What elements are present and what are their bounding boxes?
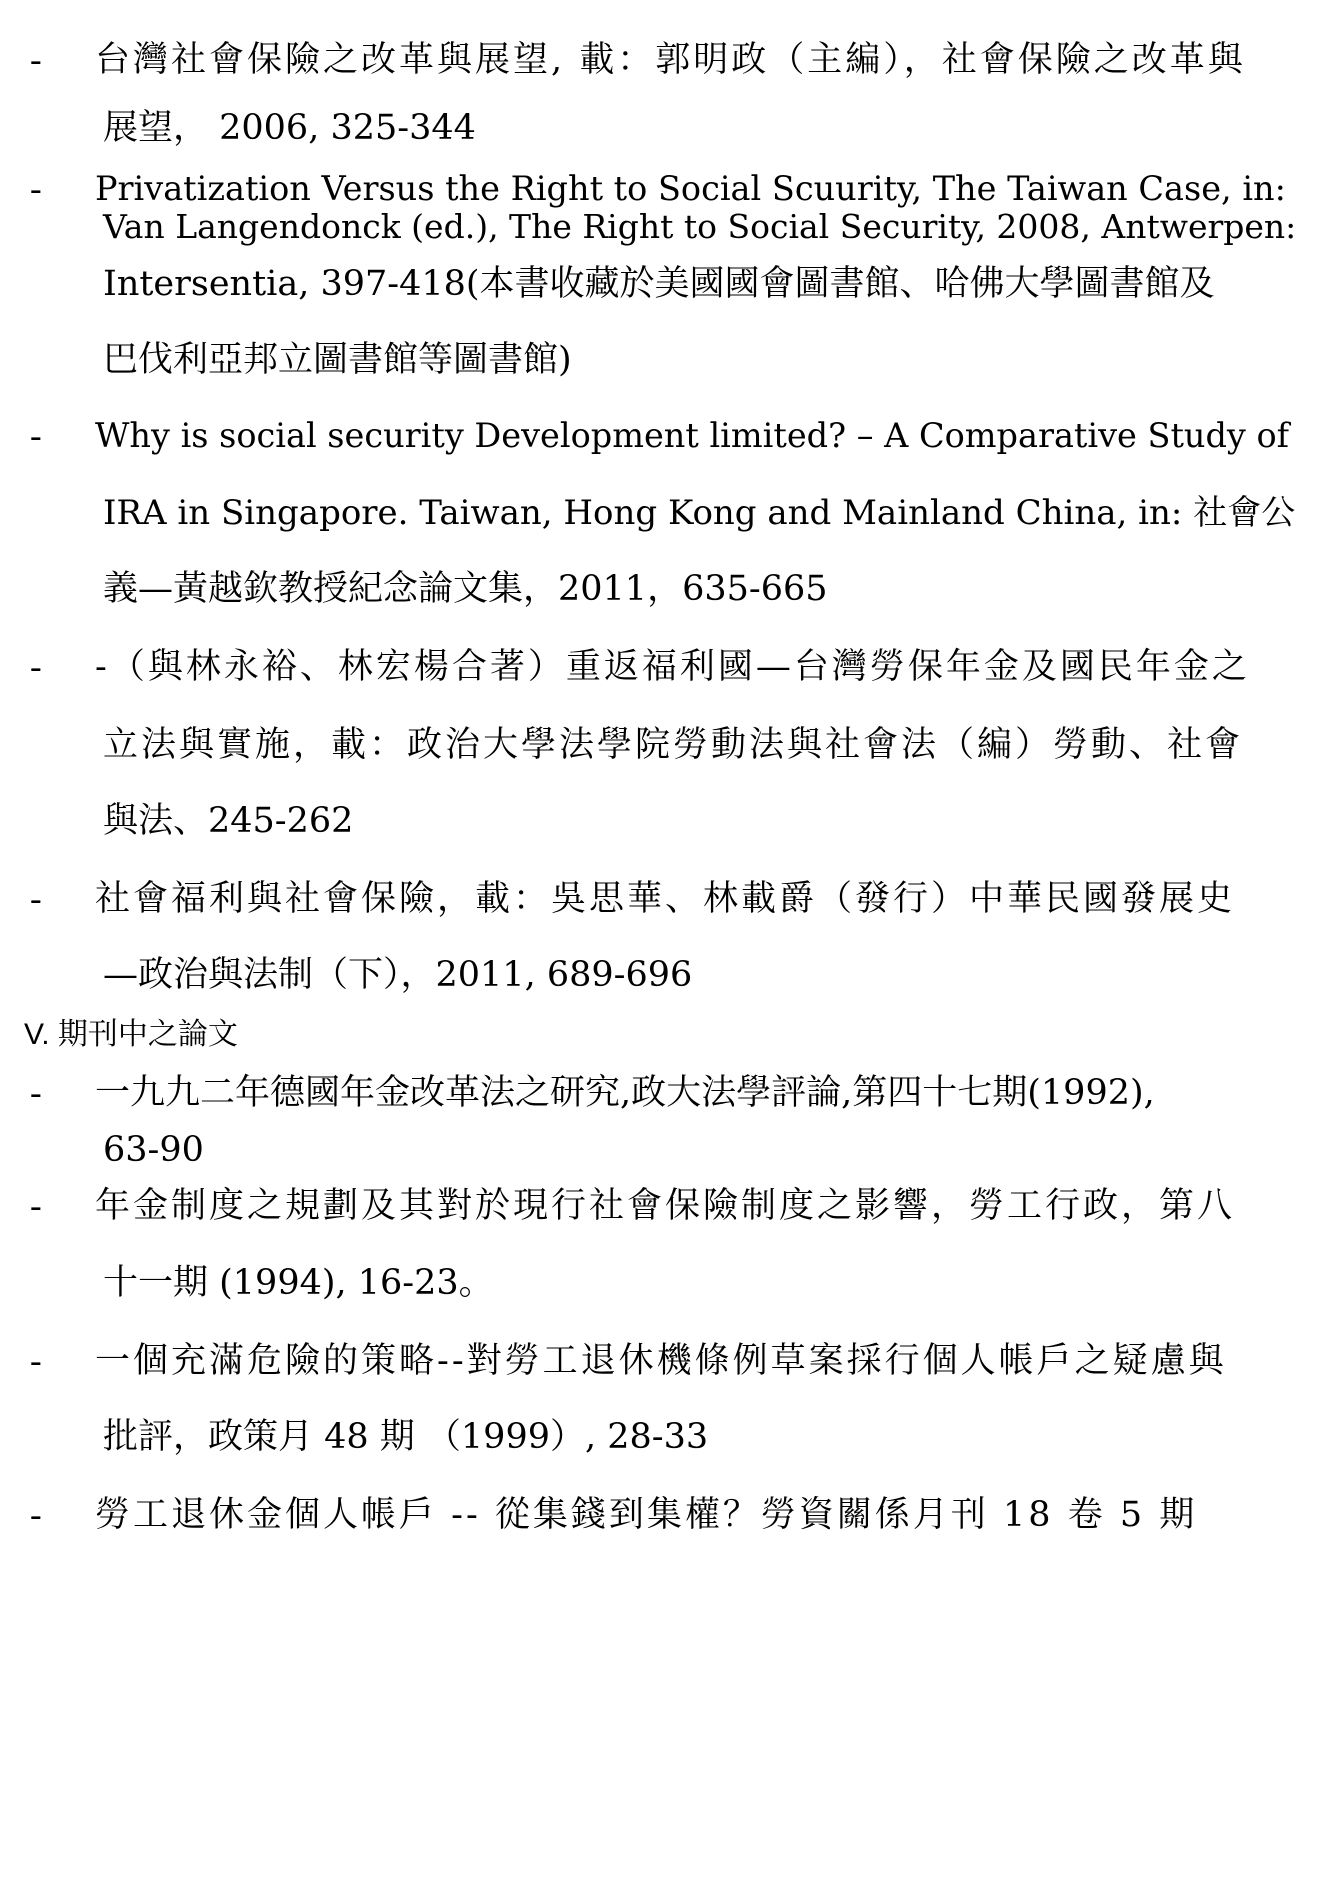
citation-line: IRA in Singapore. Taiwan, Hong Kong and Mainland China, in: 社會公 [103,493,1296,533]
citation-line: Intersentia, 397-418(本書收藏於美國國會圖書館、哈佛大學圖書館及 [103,264,1215,304]
section-heading: V. 期刊中之論文 [24,1018,238,1051]
citation-line: 與法、245-262 [103,801,354,841]
citation-line: 年金制度之規劃及其對於現行社會保險制度之影響，勞工行政，第八 [95,1186,1236,1226]
list-bullet: - [30,169,42,208]
citation-line: Why is social security Development limited? – A Comparative Study of [95,416,1290,455]
list-bullet: - [30,1495,42,1534]
citation-line: 一個充滿危險的策略--對勞工退休機條例草案採行個人帳戶之疑慮與 [95,1341,1227,1381]
list-bullet: - [30,416,42,455]
citation-line: —政治與法制（下），2011, 689-696 [103,955,693,995]
list-bullet: - [30,1341,42,1380]
citation-line: 展望， 2006, 325-344 [103,108,476,148]
citation-line: Van Langendonck (ed.), The Right to Social Security, 2008, Antwerpen: [103,207,1297,246]
citation-line: 十一期 (1994), 16-23。 [103,1263,494,1303]
citation-line: 社會福利與社會保險，載：吳思華、林載爵（發行）中華民國發展史 [95,879,1236,919]
list-bullet: - [30,1186,42,1225]
list-bullet: - [30,1073,42,1112]
citation-line: 台灣社會保險之改革與展望, 載：郭明政（主編），社會保險之改革與 [95,40,1246,80]
citation-line: 立法與實施，載：政治大學法學院勞動法與社會法（編）勞動、社會 [103,725,1244,765]
citation-line: 巴伐利亞邦立圖書館等圖書館) [103,340,572,380]
list-bullet: - [30,647,42,686]
citation-line: -（與林永裕、林宏楊合著）重返福利國—台灣勞保年金及國民年金之 [95,647,1250,687]
citation-line: 批評，政策月 48 期 （1999）, 28-33 [103,1417,709,1457]
citation-line: 勞工退休金個人帳戶 -- 從集錢到集權？勞資關係月刊 18 卷 5 期 [95,1495,1198,1535]
citation-line: 一九九二年德國年金改革法之研究,政大法學評論,第四十七期(1992), [95,1073,1155,1113]
citation-line: Privatization Versus the Right to Social Scuurity, The Taiwan Case, in: [95,169,1286,208]
citation-line: 63-90 [103,1130,204,1170]
list-bullet: - [30,879,42,918]
list-bullet: - [30,40,42,79]
citation-line: 義—黃越欽教授紀念論文集，2011，635-665 [103,569,828,609]
